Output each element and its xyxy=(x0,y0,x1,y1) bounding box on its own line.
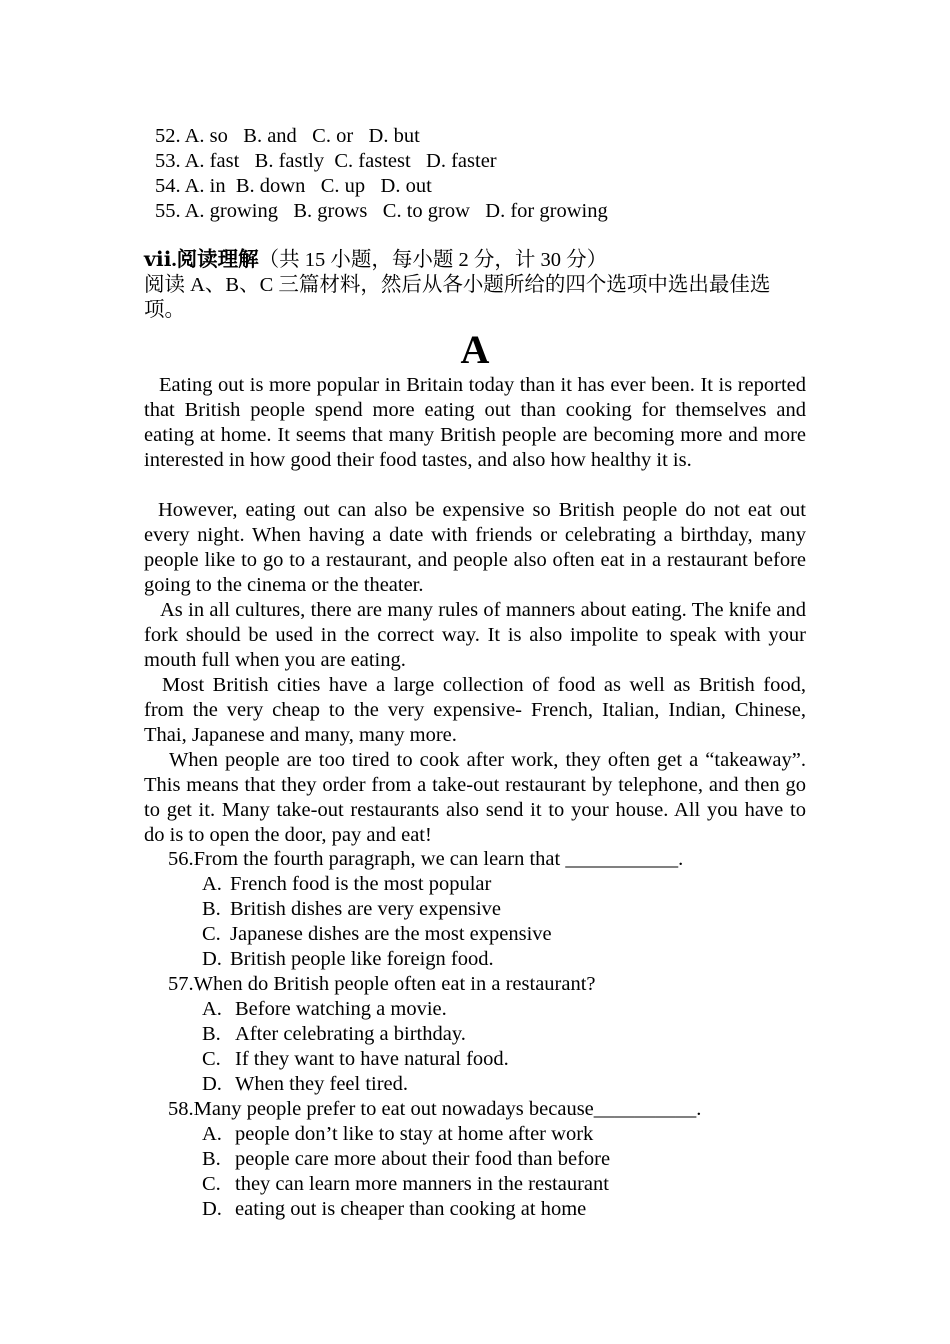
question-56-option-c: C. Japanese dishes are the most expensive xyxy=(202,923,552,945)
cloze-option-52: 52. A. so B. and C. or D. but xyxy=(155,125,420,147)
passage-paragraph-3: As in all cultures, there are many rules of manners about eating. The knife and fork should be used in the correct way. It is also impolite to speak with your mouth full when you are eating. xyxy=(144,599,806,671)
question-56-option-d: D. British people like foreign food. xyxy=(202,948,494,970)
passage-paragraph-2: However, eating out can also be expensive so British people do not eat out every night. When having a date with friends or celebrating a birthday, many people like to go to a restaurant, and people also often eat in a restaurant before going to the cinema or the theater. xyxy=(144,499,806,596)
question-58-option-a: A. people don’t like to stay at home after work xyxy=(202,1123,594,1145)
question-57-stem: 57.When do British people often eat in a restaurant? xyxy=(168,973,596,995)
question-57-option-c: C. If they want to have natural food. xyxy=(202,1048,509,1070)
section-note: （共 15 小题，每小题 2 分，计 30 分） xyxy=(258,249,608,271)
question-56-stem: 56.From the fourth paragraph, we can learn that ___________. xyxy=(168,848,684,870)
question-58-option-b: B. people care more about their food than before xyxy=(202,1148,611,1170)
passage-paragraph-4: Most British cities have a large collection of food as well as British food, from the very cheap to the very expensive- French, Italian, Indian, Chinese, Thai, Japanese and many, many more. xyxy=(144,674,806,746)
cloze-option-54: 54. A. in B. down C. up D. out xyxy=(155,175,432,197)
cloze-option-53: 53. A. fast B. fastly C. fastest D. faster xyxy=(155,150,497,172)
passage-paragraph-5: When people are too tired to cook after work, they often get a “takeaway”. This means that they order from a take-out restaurant by telephone, and then go to get it. Many take-out restaurants also send it to your house. All you have to do is to open the door, pay and eat! xyxy=(144,749,806,846)
question-57-option-a: A. Before watching a movie. xyxy=(202,998,447,1020)
section-heading xyxy=(144,248,607,273)
section-instruction-2: 项。 xyxy=(144,299,185,321)
question-57-option-b: B. After celebrating a birthday. xyxy=(202,1023,466,1045)
question-58-option-d: D. eating out is cheaper than cooking at home xyxy=(202,1198,587,1220)
question-56-option-b: B. British dishes are very expensive xyxy=(202,898,501,920)
section-number: ⅶ. xyxy=(144,249,177,271)
question-58-option-c: C. they can learn more manners in the restaurant xyxy=(202,1173,609,1195)
question-57-option-d: D. When they feel tired. xyxy=(202,1073,409,1095)
question-58-stem: 58.Many people prefer to eat out nowadays because__________. xyxy=(168,1098,702,1120)
passage-paragraph-1: Eating out is more popular in Britain today than it has ever been. It is reported that British people spend more eating out than cooking for themselves and eating at home. It seems that many British people are becoming more and more interested in how good their food tastes, and also how healthy it is. xyxy=(144,374,806,471)
section-instruction-1: 阅读 A、B、C 三篇材料，然后从各小题所给的四个选项中选出最佳选 xyxy=(144,274,771,296)
cloze-option-55: 55. A. growing B. grows C. to grow D. for growing xyxy=(155,200,608,222)
section-title: 阅读理解 xyxy=(176,249,259,271)
passage-title: A xyxy=(460,327,490,372)
question-56-option-a: A. French food is the most popular xyxy=(202,873,492,895)
